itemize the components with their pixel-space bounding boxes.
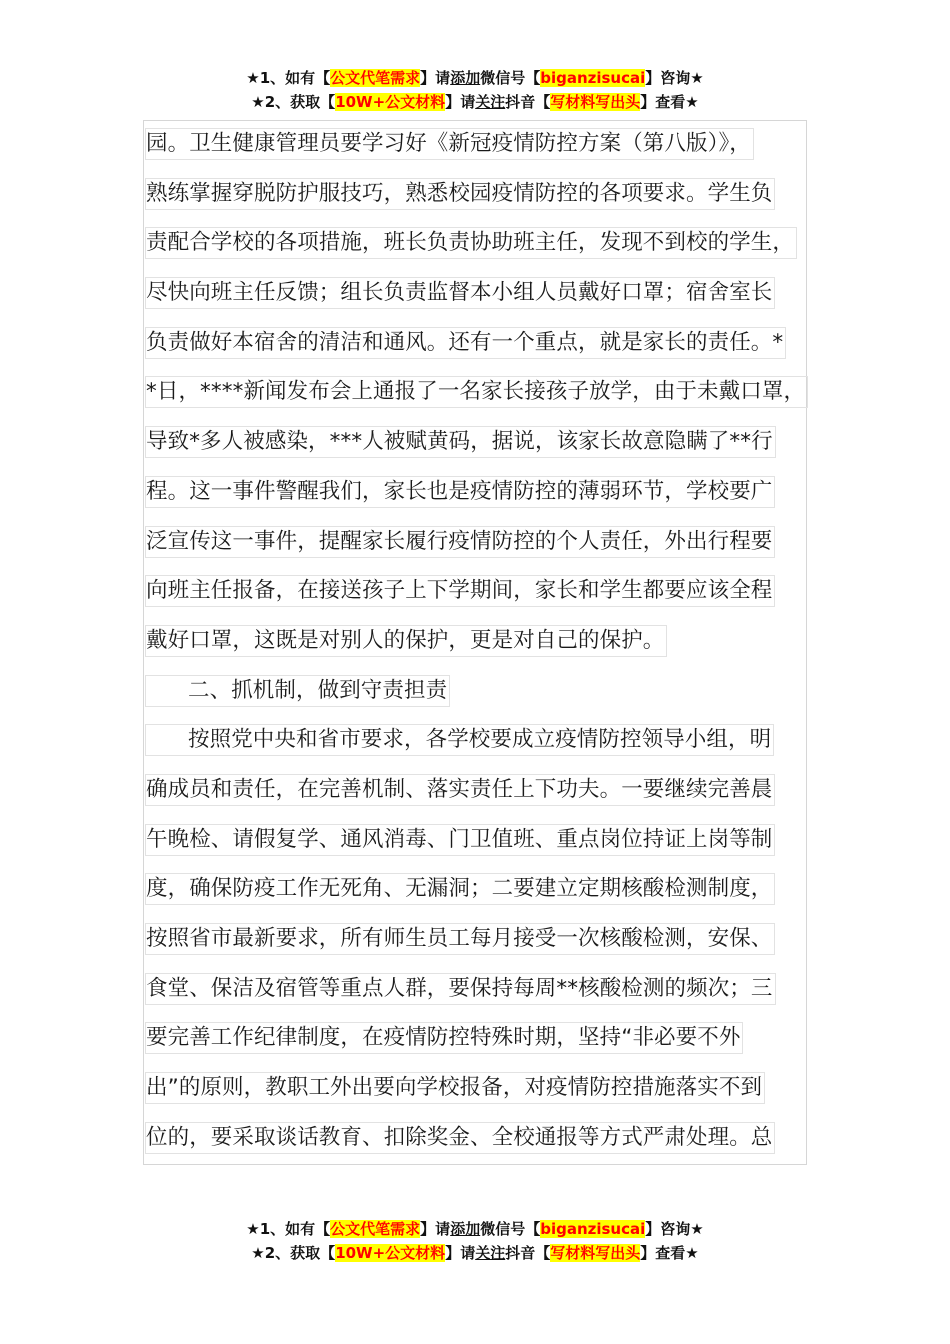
promo-text: 】请	[445, 1244, 476, 1262]
promo-underline: 关注	[475, 1244, 506, 1262]
promo-highlight: biganzisucai	[540, 1220, 646, 1238]
text-line: 按照党中央和省市要求，各学校要成立疫情防控领导小组，明	[145, 716, 845, 766]
text-line: 泛宣传这一事件，提醒家长履行疫情防控的个人责任，外出行程要	[145, 518, 845, 568]
promo-text: ★2、获取【	[251, 1244, 336, 1262]
promo-highlight: 公文代笔需求	[330, 1220, 421, 1238]
promo-text: ★1、如有【	[246, 1220, 331, 1238]
promo-line-2	[0, 90, 950, 114]
promo-text: 微信号【	[480, 1220, 541, 1238]
promo-highlight: 写材料写出头	[550, 1244, 641, 1262]
promo-line-1	[0, 1217, 950, 1241]
document-body	[145, 120, 845, 1163]
text-line: 午晚检、请假复学、通风消毒、门卫值班、重点岗位持证上岗等制	[145, 816, 845, 866]
promo-text: 抖音【	[505, 93, 551, 111]
text-line: 熟练掌握穿脱防护服技巧，熟悉校园疫情防控的各项要求。学生负	[145, 170, 845, 220]
text-line: 程。这一事件警醒我们，家长也是疫情防控的薄弱环节，学校要广	[145, 468, 845, 518]
text-line: 度，确保防疫工作无死角、无漏洞；二要建立定期核酸检测制度，	[145, 865, 845, 915]
promo-text: 】请	[445, 93, 476, 111]
promo-text: 】请	[420, 69, 451, 87]
promo-highlight: biganzisucai	[540, 69, 646, 87]
promo-text: 】请	[420, 1220, 451, 1238]
text-line: 戴好口罩，这既是对别人的保护，更是对自己的保护。	[145, 617, 845, 667]
text-line: 按照省市最新要求，所有师生员工每月接受一次核酸检测，安保、	[145, 915, 845, 965]
promo-underline: 添加	[450, 69, 481, 87]
promo-text: 微信号【	[480, 69, 541, 87]
text-line: 责配合学校的各项措施，班长负责协助班主任，发现不到校的学生，	[145, 219, 845, 269]
promo-line-1	[0, 66, 950, 90]
promo-highlight: 10W+公文材料	[335, 93, 446, 111]
text-line: 导致*多人被感染，***人被赋黄码，据说，该家长故意隐瞒了**行	[145, 418, 845, 468]
text-line: 负责做好本宿舍的清洁和通风。还有一个重点，就是家长的责任。*	[145, 319, 845, 369]
text-line: 要完善工作纪律制度，在疫情防控特殊时期，坚持“非必要不外	[145, 1014, 845, 1064]
promo-line-2	[0, 1241, 950, 1265]
header-promo-banner	[0, 66, 950, 114]
promo-text: 】咨询★	[645, 1220, 704, 1238]
text-line: 食堂、保洁及宿管等重点人群，要保持每周**核酸检测的频次；三	[145, 965, 845, 1015]
text-line: 尽快向班主任反馈；组长负责监督本小组人员戴好口罩；宿舍室长	[145, 269, 845, 319]
promo-text: 】查看★	[640, 1244, 699, 1262]
promo-highlight: 10W+公文材料	[335, 1244, 446, 1262]
text-line: 确成员和责任，在完善机制、落实责任上下功夫。一要继续完善晨	[145, 766, 845, 816]
text-line: 出”的原则，教职工外出要向学校报备，对疫情防控措施落实不到	[145, 1064, 845, 1114]
text-line: 园。卫生健康管理员要学习好《新冠疫情防控方案（第八版）》，	[145, 120, 845, 170]
promo-text: 抖音【	[505, 1244, 551, 1262]
promo-highlight: 写材料写出头	[550, 93, 641, 111]
text-line: 位的，要采取谈话教育、扣除奖金、全校通报等方式严肃处理。总	[145, 1114, 845, 1164]
text-line: 向班主任报备，在接送孩子上下学期间，家长和学生都要应该全程	[145, 567, 845, 617]
promo-underline: 添加	[450, 1220, 481, 1238]
promo-text: 】咨询★	[645, 69, 704, 87]
promo-text: 】查看★	[640, 93, 699, 111]
promo-text: ★1、如有【	[246, 69, 331, 87]
promo-text: ★2、获取【	[251, 93, 336, 111]
section-heading: 二、抓机制，做到守责担责	[145, 667, 845, 717]
promo-underline: 关注	[475, 93, 506, 111]
footer-promo-banner	[0, 1217, 950, 1265]
promo-highlight: 公文代笔需求	[330, 69, 421, 87]
text-line: *日，****新闻发布会上通报了一名家长接孩子放学，由于未戴口罩，	[145, 368, 845, 418]
